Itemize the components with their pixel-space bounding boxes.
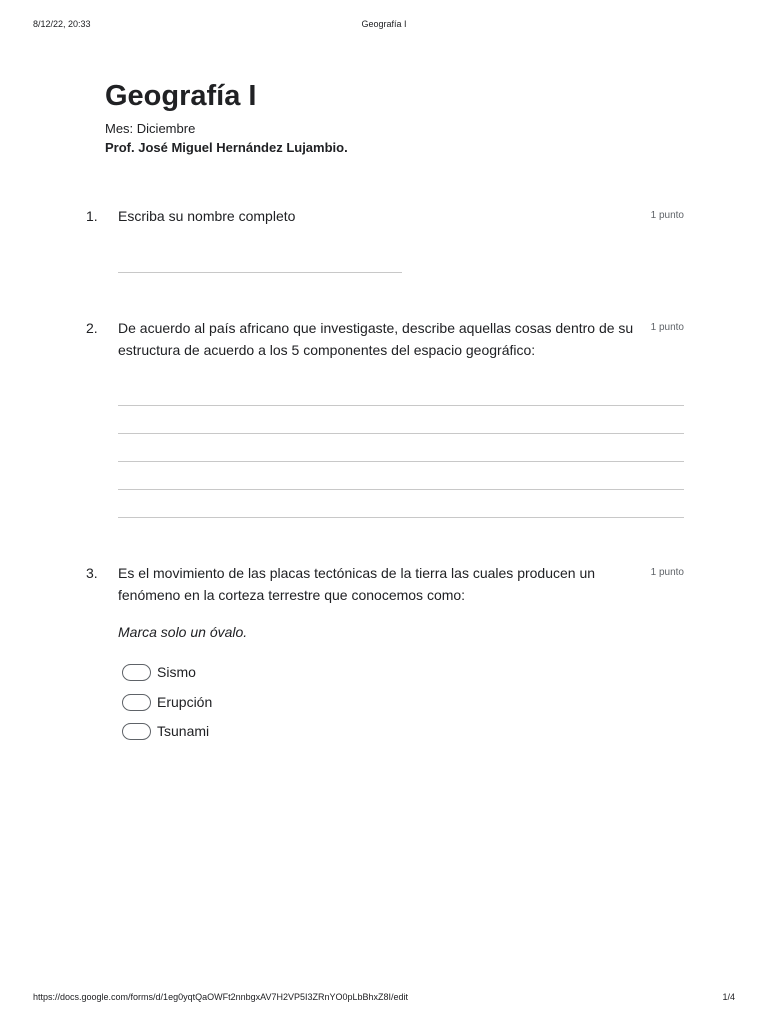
form-title: Geografía I xyxy=(105,80,257,112)
print-doc-title-wrap xyxy=(33,19,735,29)
form-month: Mes: Diciembre xyxy=(105,121,196,136)
print-doc-title: Geografía I xyxy=(361,19,407,29)
radio-oval[interactable] xyxy=(122,694,151,711)
form-professor: Prof. José Miguel Hernández Lujambio. xyxy=(105,140,348,155)
radio-oval[interactable] xyxy=(122,723,151,740)
name-answer-line[interactable] xyxy=(118,272,402,273)
question-number: 1. xyxy=(86,208,98,224)
paragraph-answer-line-5[interactable] xyxy=(118,517,684,518)
question-hint: Marca solo un óvalo. xyxy=(118,624,248,640)
question-number: 2. xyxy=(86,320,98,336)
question-2 xyxy=(86,317,684,361)
paragraph-answer-line-4[interactable] xyxy=(118,489,684,490)
question-text: De acuerdo al país africano que investigaste, describe aquellas cosas dentro de su estructura de acuerdo a los 5 componentes del espacio geográfico: xyxy=(118,320,634,358)
question-points: 1 punto xyxy=(650,567,684,578)
question-3 xyxy=(86,562,684,606)
option-sismo[interactable] xyxy=(122,662,196,682)
question-points: 1 punto xyxy=(650,210,684,221)
paragraph-answer-line-3[interactable] xyxy=(118,461,684,462)
print-footer xyxy=(33,992,735,1002)
print-page-number: 1/4 xyxy=(722,992,735,1002)
question-points: 1 punto xyxy=(650,322,684,333)
question-text: Escriba su nombre completo xyxy=(118,208,296,224)
question-text: Es el movimiento de las placas tectónicas de la tierra las cuales producen un fenómeno en la corteza terrestre que conocemos como: xyxy=(118,565,596,603)
option-tsunami[interactable] xyxy=(122,721,209,741)
print-url[interactable]: https://docs.google.com/forms/d/1eg0yqtQaOWFt2nnbgxAV7H2VP5I3ZRnYO0pLbBhxZ8I/edit xyxy=(33,992,409,1002)
option-label: Tsunami xyxy=(157,723,210,739)
print-datetime: 8/12/22, 20:33 xyxy=(33,19,91,29)
print-header xyxy=(33,19,735,29)
question-1 xyxy=(86,205,684,227)
paragraph-answer-line-2[interactable] xyxy=(118,433,684,434)
option-label: Erupción xyxy=(157,694,213,710)
question-number: 3. xyxy=(86,565,98,581)
option-erupcion[interactable] xyxy=(122,692,212,712)
option-label: Sismo xyxy=(157,664,196,680)
paragraph-answer-line-1[interactable] xyxy=(118,405,684,406)
radio-oval[interactable] xyxy=(122,664,151,681)
